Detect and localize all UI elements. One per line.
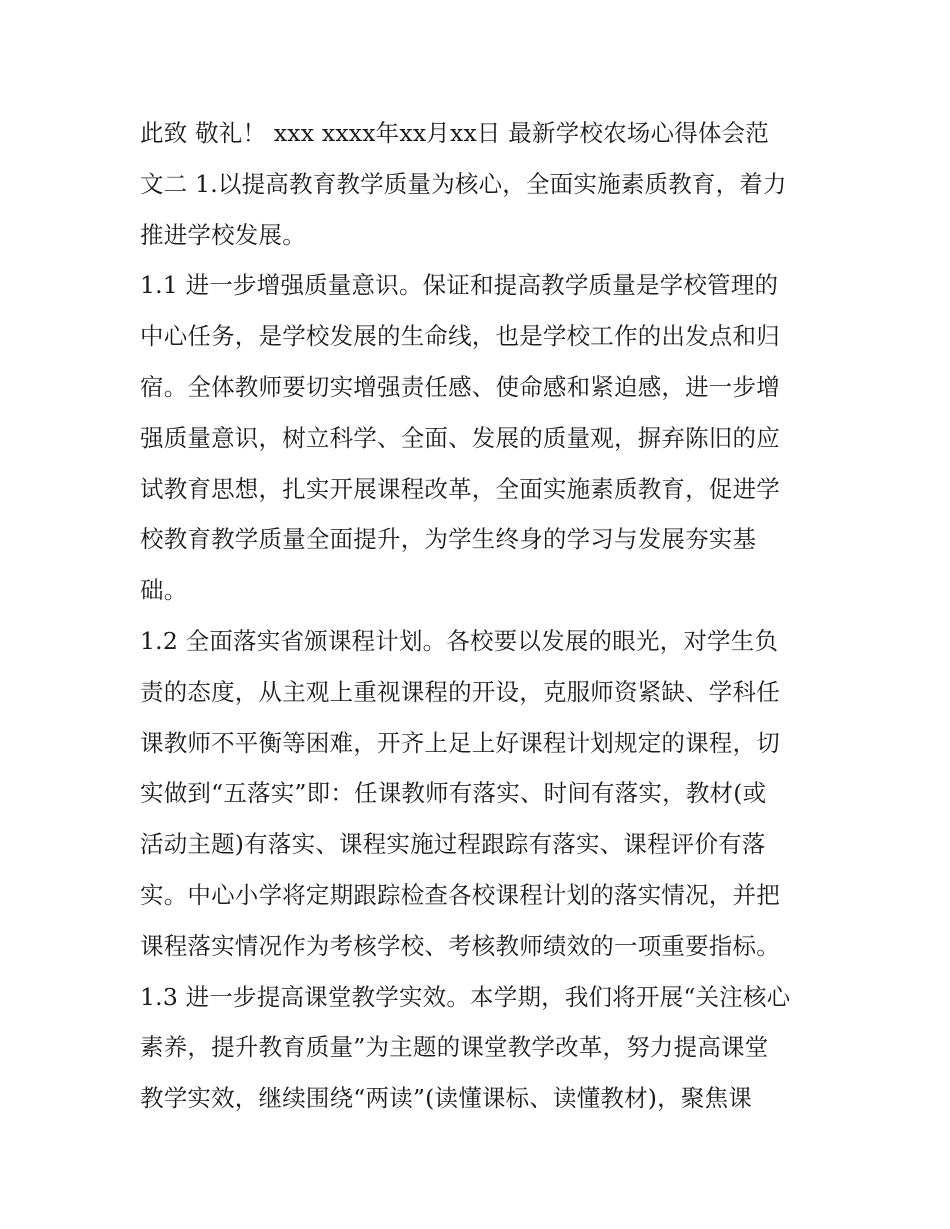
text-line: 础。	[140, 576, 188, 605]
text-line: 1.3 进一步提高课堂教学实效。本学期，我们将开展“关注核心	[140, 982, 791, 1011]
text-line: 1.1 进一步增强质量意识。保证和提高教学质量是学校管理的	[140, 271, 779, 300]
text-line: 此致 敬礼！ xxx xxxx年xx月xx日 最新学校农场心得体会范	[140, 119, 769, 147]
text-line: 校教育教学质量全面提升，为学生终身的学习与发展夯实基	[140, 525, 757, 554]
text-line: 1.2 全面落实省颁课程计划。各校要以发展的眼光，对学生负	[140, 626, 779, 655]
text-line: 文二 1.以提高教育教学质量为核心，全面实施素质教育，着力	[140, 169, 787, 198]
text-line: 责的态度，从主观上重视课程的开设，克服师资紧缺、学科任	[140, 677, 780, 706]
text-line: 推进学校发展。	[140, 220, 306, 249]
text-line: 实做到“五落实”即：任课教师有落实、时间有落实，教材(或	[140, 779, 767, 808]
text-line: 课程落实情况作为考核学校、考核教师绩效的一项重要指标。	[140, 931, 780, 960]
text-line: 试教育思想，扎实开展课程改革，全面实施素质教育，促进学	[140, 474, 780, 503]
text-line: 活动主题)有落实、课程实施过程跟踪有落实、课程评价有落	[140, 830, 766, 859]
text-line: 素养，提升教育质量”为主题的课堂教学改革，努力提高课堂	[140, 1033, 769, 1062]
text-line: 宿。全体教师要切实增强责任感、使命感和紧迫感，进一步增	[140, 372, 780, 401]
text-line: 强质量意识，树立科学、全面、发展的质量观，摒弃陈旧的应	[140, 423, 780, 452]
text-line: 课教师不平衡等困难，开齐上足上好课程计划规定的课程，切	[140, 728, 780, 757]
text-line: 教学实效，继续围绕“两读”(读懂课标、读懂教材)，聚焦课	[140, 1084, 752, 1113]
document-body	[140, 108, 820, 1124]
text-line: 实。中心小学将定期跟踪检查各校课程计划的落实情况，并把	[140, 880, 780, 909]
text-line: 中心任务，是学校发展的生命线，也是学校工作的出发点和归	[140, 322, 780, 351]
